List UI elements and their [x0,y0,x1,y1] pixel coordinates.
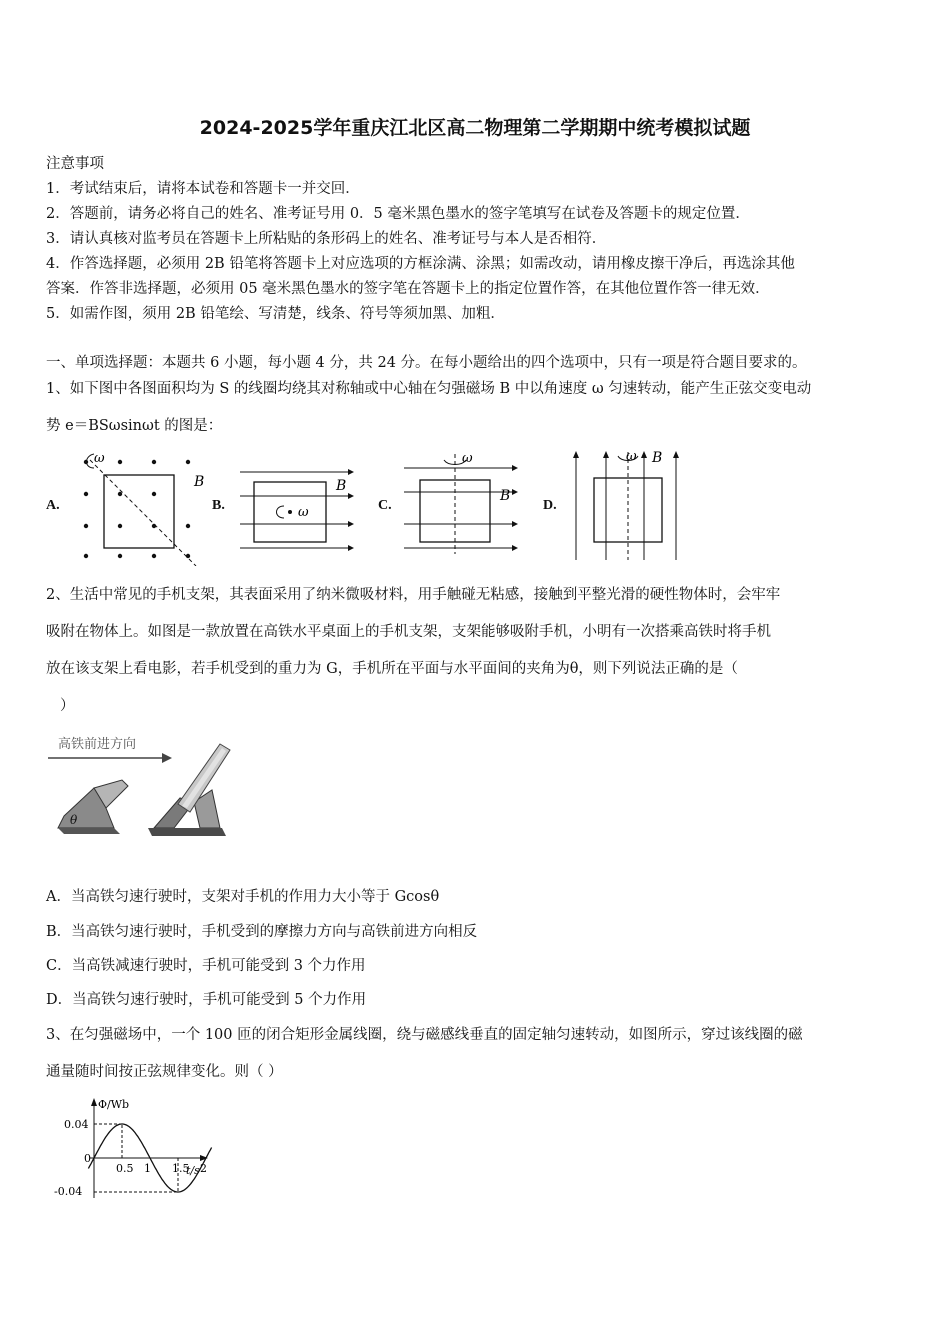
omega-label: ω [94,451,105,466]
x-tick-label: 1 [144,1162,151,1175]
q1-option-d-label: D. [543,498,557,513]
notice-item: 答案．作答非选择题，必须用 05 毫米黑色墨水的签字笔在答题卡上的指定位置作答，在其他位置作答一律无效． [46,281,770,297]
q1-text: 1、如下图中各图面积均为 S 的线圈均绕其对称轴或中心轴在匀强磁场 B 中以角速度 ω 匀速转动，能产生正弦交变电动 [46,381,812,397]
section-heading: 一、单项选择题：本题共 6 小题，每小题 4 分，共 24 分。在每小题给出的四个选项中，只有一项是符合题目要求的。 [46,355,807,371]
notice-item: 1．考试结束后，请将本试卷和答题卡一并交回． [46,181,360,197]
notice-item: 3．请认真核对监考员在答题卡上所粘贴的条形码上的姓名、准考证号与本人是否相符． [46,231,607,247]
q2-text: 吸附在物体上。如图是一款放置在高铁水平桌面上的手机支架，支架能够吸附手机，小明有一次搭乘高铁时将手机 [46,624,771,640]
q1-option-c-label: C. [378,498,392,513]
q1-text: 势 e＝BSωsinωt 的图是： [46,418,223,434]
notice-heading: 注意事项 [46,156,104,172]
q3-text: 3、在匀强磁场中，一个 100 匝的闭合矩形金属线圈，绕与磁感线垂直的固定轴匀速转动，如图所示，穿过该线圈的磁 [46,1027,803,1043]
q2-text: 放在该支架上看电影，若手机受到的重力为 G，手机所在平面与水平面间的夹角为θ，则下列说法正确的是（ [46,661,738,677]
b-label: B [336,478,347,494]
b-label: B [500,488,511,504]
y-tick-label: -0.04 [54,1185,83,1198]
q1-figure-d [566,446,686,564]
x-tick-label: 0.5 [116,1162,134,1175]
x-axis-label: t/s [186,1164,200,1177]
q2-option-c: C．当高铁减速行驶时，手机可能受到 3 个力作用 [46,958,366,974]
q3-flux-chart [46,1094,216,1204]
q2-option-b: B．当高铁匀速行驶时，手机受到的摩擦力方向与高铁前进方向相反 [46,924,478,940]
x-tick-label: 1.5 [172,1162,190,1175]
q2-phone-stand-figure [44,728,234,848]
q2-text: ） [60,698,75,714]
notice-item: 2．答题前，请务必将自己的姓名、准考证号用 0．5 毫米黑色墨水的签字笔填写在试卷及答题卡的规定位置． [46,206,750,222]
notice-item: 5．如需作图，须用 2B 铅笔绘、写清楚，线条、符号等须加黑、加粗． [46,306,505,322]
q1-figure-c [400,450,522,558]
notice-item: 4．作答选择题，必须用 2B 铅笔将答题卡上对应选项的方框涂满、涂黑；如需改动，请用橡皮擦干净后，再选涂其他 [46,256,795,272]
q3-text: 通量随时间按正弦规律变化。则（ ） [46,1064,283,1080]
q2-option-d: D．当高铁匀速行驶时，手机可能受到 5 个力作用 [46,992,367,1008]
omega-label: ω [626,449,637,464]
omega-label: ω [298,505,309,520]
direction-label: 高铁前进方向 [58,736,137,751]
omega-label: ω [462,451,473,466]
q2-option-a: A．当高铁匀速行驶时，支架对手机的作用力大小等于 Gcosθ [46,889,440,905]
y-tick-label: 0 [84,1152,91,1165]
x-tick-label: 2 [200,1162,207,1175]
b-label: B [194,474,205,490]
page-title: 2024-2025学年重庆江北区高二物理第二学期期中统考模拟试题 [199,117,751,139]
q1-option-b-label: B. [212,498,225,513]
theta-label: θ [70,813,78,827]
q2-text: 2、生活中常见的手机支架，其表面采用了纳米微吸材料，用手触碰无粘感，接触到平整光滑的硬性物体时，会牢牢 [46,587,781,603]
b-label: B [652,450,663,466]
y-tick-label: 0.04 [64,1118,89,1131]
y-axis-label: Φ/Wb [98,1098,130,1111]
q1-figure-b [236,462,356,558]
q1-option-a-label: A. [46,498,60,513]
q1-figure-a [70,448,210,566]
